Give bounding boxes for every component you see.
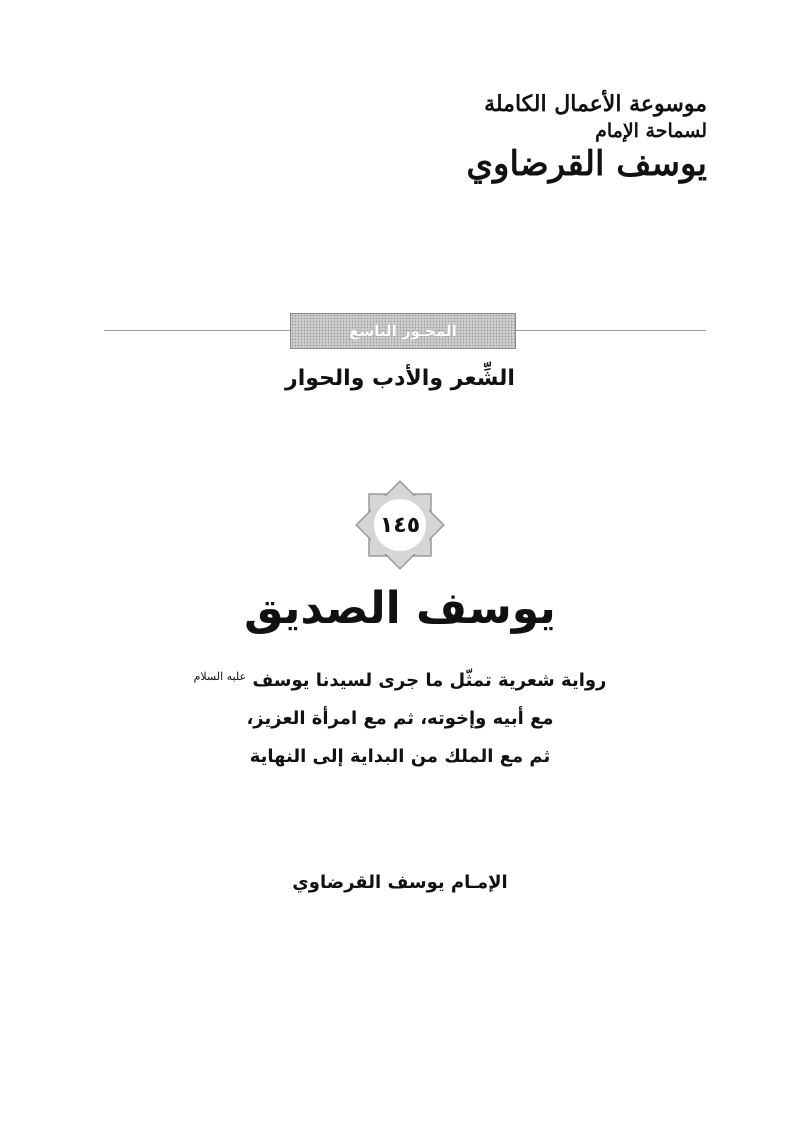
- honorific-mark: عليه السلام: [193, 670, 247, 683]
- series-logo: [466, 91, 707, 185]
- section-label: المحـور التاسع: [290, 313, 516, 349]
- book-title: يوسف الصديق: [244, 583, 556, 634]
- subtitle-line-1-text: رواية شعرية تمثّل ما جرى لسيدنا يوسف: [252, 670, 607, 691]
- series-logo-line-3: يوسف القرضاوي: [466, 144, 707, 185]
- divider-rule-left: [104, 330, 290, 331]
- subtitle-line-2: مع أبيه وإخوته، ثم مع امرأة العزيز،: [246, 708, 554, 729]
- section-title: الشِّعر والأدب والحوار: [285, 366, 515, 391]
- subtitle-line-1: [100, 658, 700, 700]
- author-name: الإمـام يوسف القرضاوي: [292, 872, 508, 893]
- volume-badge: [355, 480, 445, 570]
- volume-number: ١٤٥: [379, 512, 421, 538]
- divider-rule-right: [516, 330, 706, 331]
- series-logo-line-1: موسوعة الأعمال الكاملة: [484, 91, 707, 117]
- series-logo-line-2: لسماحة الإمام: [595, 120, 707, 143]
- book-subtitle: [100, 658, 700, 776]
- subtitle-line-3: ثم مع الملك من البداية إلى النهاية: [249, 746, 551, 767]
